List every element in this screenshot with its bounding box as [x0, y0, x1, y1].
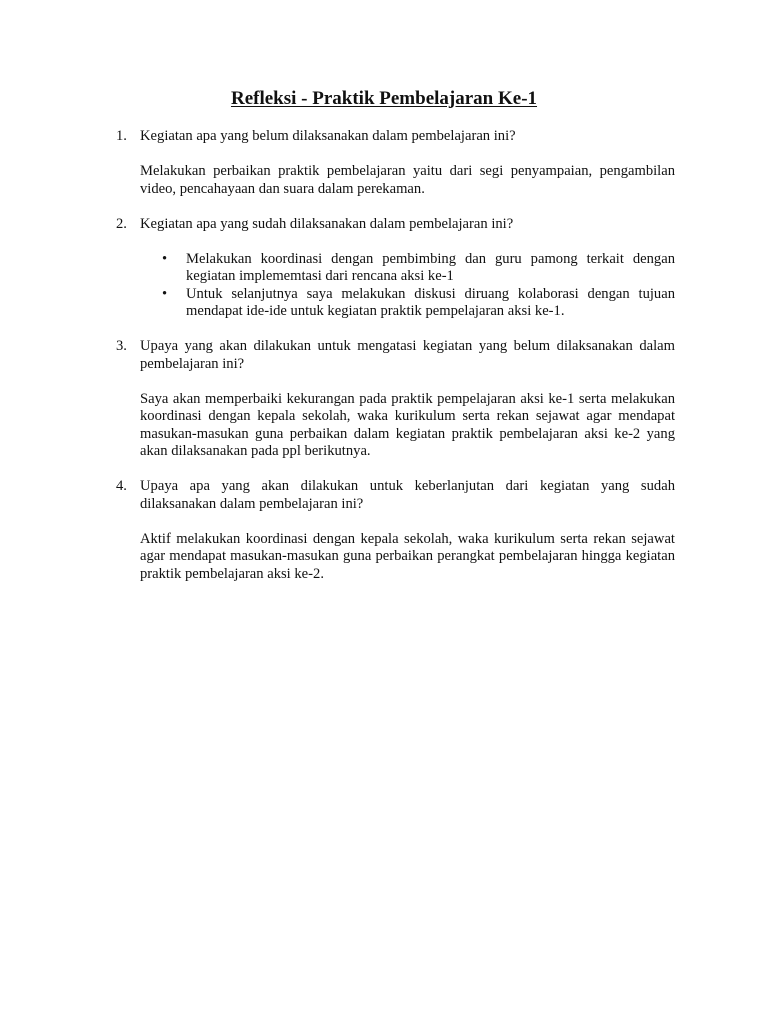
- question-item-2: [116, 216, 675, 321]
- answer-text: Aktif melakukan koordinasi dengan kepala sekolah, waka kurikulum serta rekan sejawat agar mendapat masukan-masukan guna perbaikan perangkat pembelajaran hingga kegiatan praktik pembelajaran aksi ke-2.: [140, 530, 675, 582]
- bullet-item: [162, 250, 675, 286]
- question-number: 3.: [116, 338, 127, 354]
- bullet-icon: •: [162, 250, 168, 267]
- question-text: Upaya apa yang akan dilakukan untuk keberlanjutan dari kegiatan yang sudah dilaksanakan dalam pembelajaran ini?: [140, 478, 675, 512]
- question-text: Kegiatan apa yang belum dilaksanakan dalam pembelajaran ini?: [140, 128, 516, 144]
- bullet-list: [140, 251, 675, 321]
- question-number: 1.: [116, 128, 127, 144]
- spacer: [116, 461, 675, 479]
- question-number: 2.: [116, 215, 127, 232]
- answer-text: Saya akan memperbaiki kekurangan pada praktik pempelajaran aksi ke-1 serta melakukan koordinasi dengan kepala sekolah, waka kurikulum serta rekan sejawat agar mendapat masukan-masukan guna perbaikan dalam kegiatan praktik pembelajaran aksi ke-2 yang akan dilaksanakan pada ppl berikutnya.: [140, 390, 675, 459]
- question-list: [116, 128, 675, 583]
- document-title: Refleksi - Praktik Pembelajaran Ke-1: [230, 88, 538, 109]
- bullet-text: Untuk selanjutnya saya melakukan diskusi diruang kolaborasi dengan tujuan mendapat ide-ide untuk kegiatan praktik pempelajaran aksi ke-1.: [186, 285, 675, 319]
- spacer: [116, 321, 675, 339]
- bullet-icon: •: [162, 285, 168, 302]
- question-item-1: [116, 128, 675, 198]
- question-text: Kegiatan apa yang sudah dilaksanakan dalam pembelajaran ini?: [140, 215, 514, 232]
- question-item-4: [116, 478, 675, 583]
- bullet-item: [162, 285, 675, 321]
- bullet-text: Melakukan koordinasi dengan pembimbing dan guru pamong terkait dengan kegiatan implememtasi dari rencana aksi ke-1: [186, 250, 675, 284]
- question-text: Upaya yang akan dilakukan untuk mengatasi kegiatan yang belum dilaksanakan dalam pembelajaran ini?: [140, 338, 675, 372]
- question-item-3: [116, 338, 675, 461]
- question-number: 4.: [116, 478, 127, 494]
- spacer: [116, 198, 675, 216]
- answer-text: Melakukan perbaikan praktik pembelajaran yaitu dari segi penyampaian, pengambilan video, pencahayaan dan suara dalam perekaman.: [140, 163, 675, 197]
